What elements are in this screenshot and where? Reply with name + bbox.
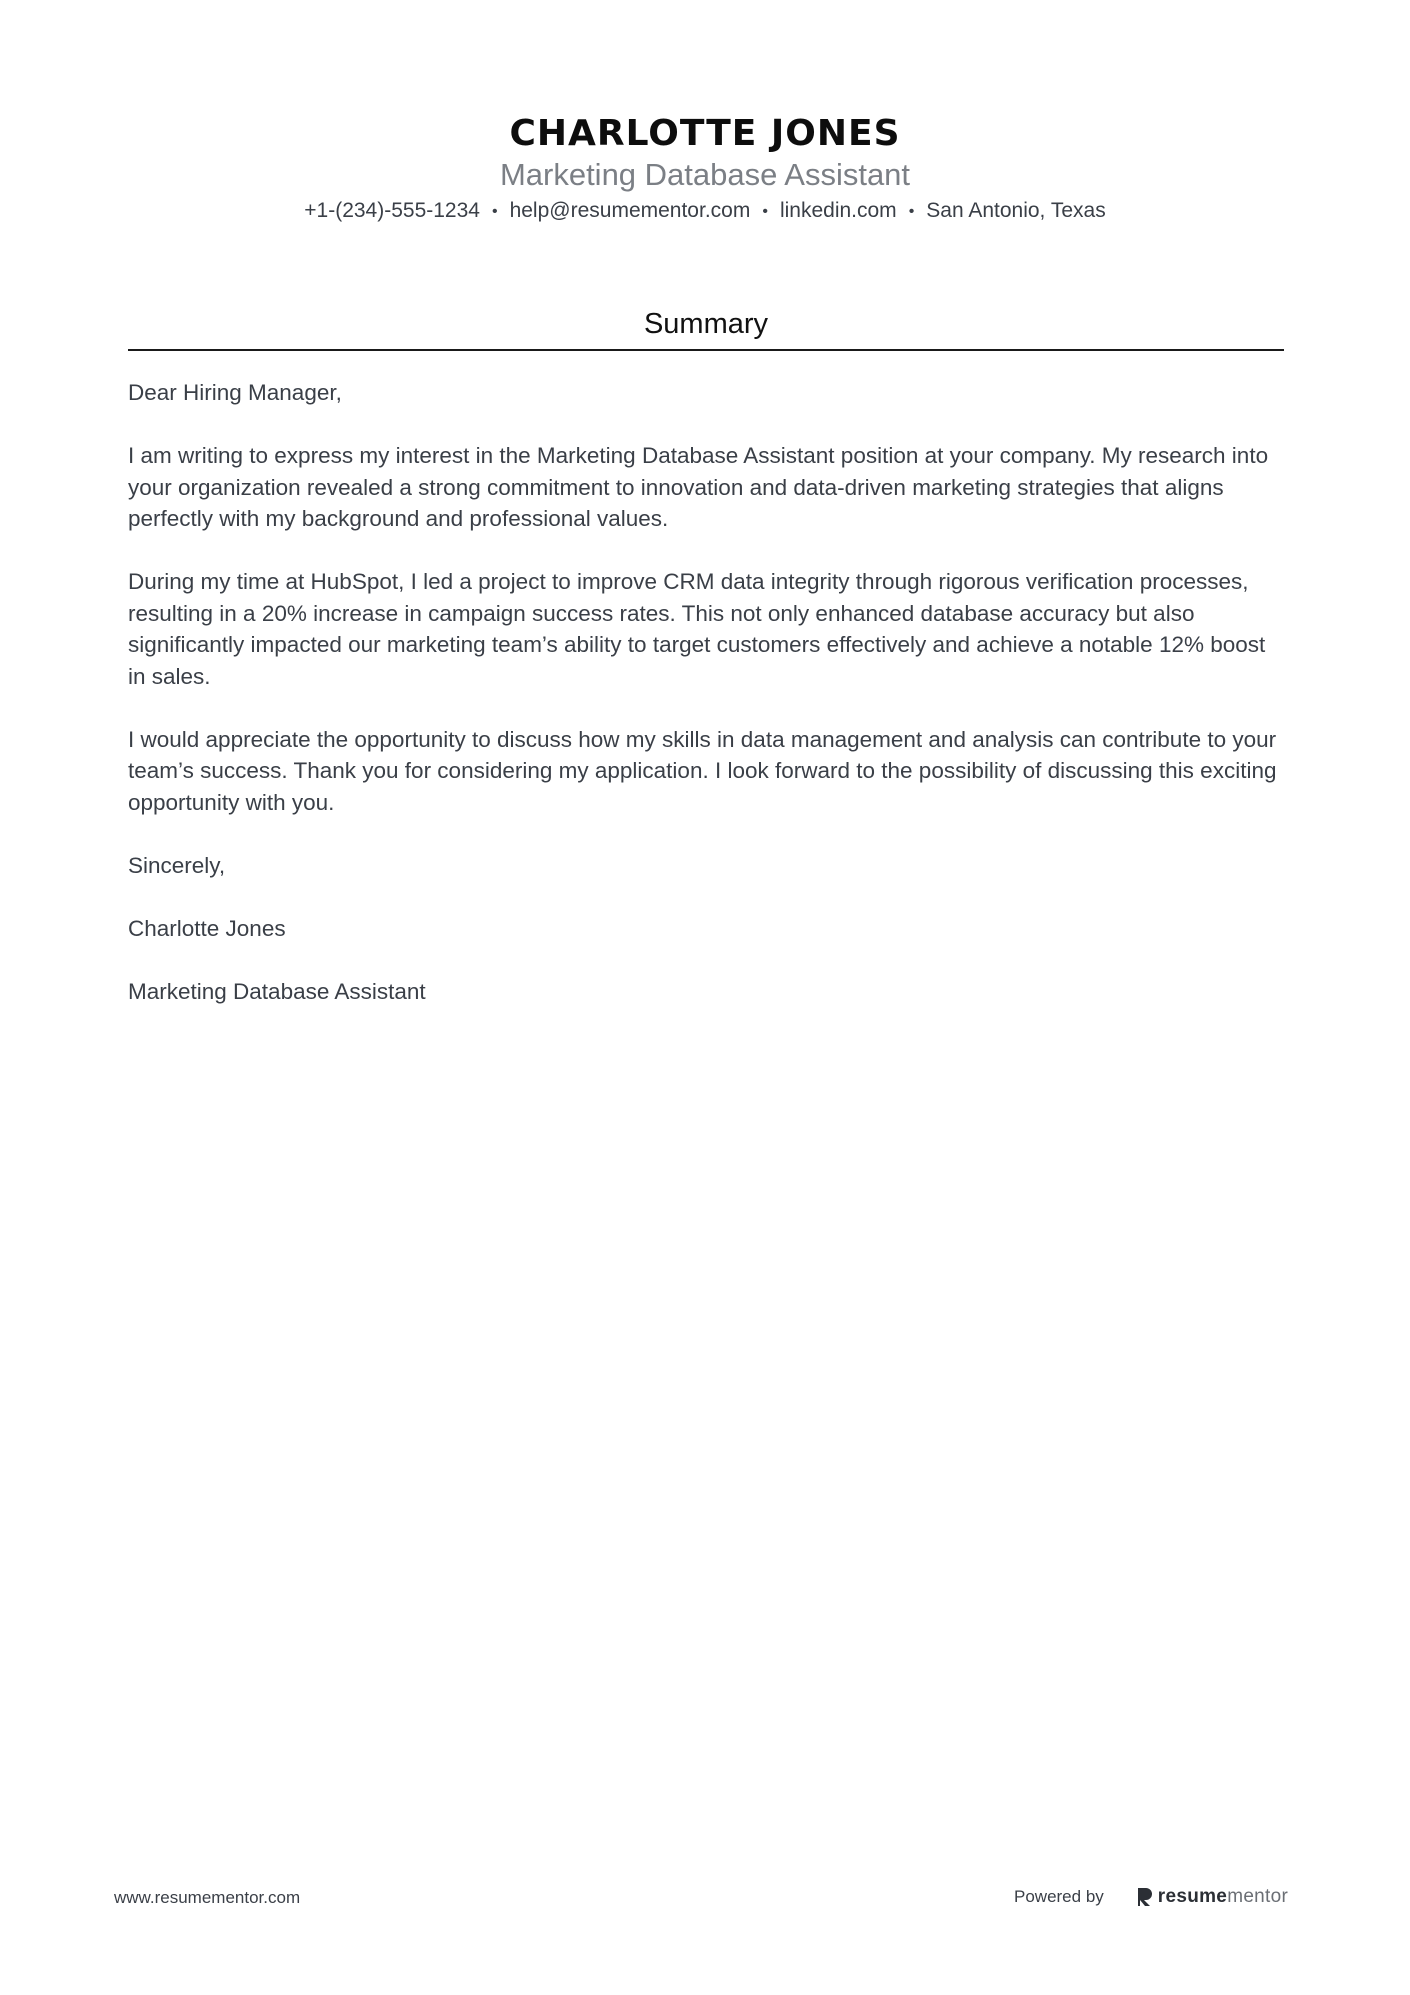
letter-body bbox=[128, 377, 1288, 1039]
logo-text-light: mentor bbox=[1227, 1886, 1289, 1907]
footer-website[interactable]: www.resumementor.com bbox=[114, 1888, 301, 1907]
signature-name: Charlotte Jones bbox=[128, 915, 286, 941]
footer-branding bbox=[1014, 1884, 1288, 1910]
contact-location: San Antonio, Texas bbox=[926, 199, 1106, 222]
letter-greeting: Dear Hiring Manager, bbox=[128, 380, 342, 405]
letter-paragraph-1: I am writing to express my interest in the Marketing Database Assistant position at your company. My research into your organization revealed a strong commitment to innovation and data-driven marketing strategies that aligns perfectly with my background and professional values. bbox=[128, 443, 1269, 531]
resumementor-logo[interactable] bbox=[1136, 1886, 1288, 1908]
candidate-role: Marketing Database Assistant bbox=[499, 157, 911, 192]
header bbox=[0, 112, 1410, 227]
logo-text-bold: resume bbox=[1157, 1886, 1228, 1907]
contact-line bbox=[0, 196, 1410, 227]
contact-email[interactable]: help@resumementor.com bbox=[509, 199, 751, 222]
powered-by-label: Powered by bbox=[1014, 1887, 1104, 1906]
letter-paragraph-2: During my time at HubSpot, I led a project to improve CRM data integrity through rigorous verification processes, resulting in a 20% increase in campaign success rates. This not only enhanced database accuracy but also significantly impacted our marketing team’s ability to target customers effectively and achieve a notable 12% boost in sales. bbox=[128, 569, 1266, 689]
contact-separator: • bbox=[908, 203, 915, 220]
resumementor-logo-icon bbox=[1136, 1886, 1154, 1908]
contact-linkedin[interactable]: linkedin.com bbox=[779, 199, 897, 222]
signature-title: Marketing Database Assistant bbox=[128, 978, 426, 1004]
contact-separator: • bbox=[491, 203, 498, 220]
contact-phone: +1-(234)-555-1234 bbox=[304, 199, 480, 222]
candidate-name: CHARLOTTE JONES bbox=[509, 113, 901, 154]
contact-separator: • bbox=[762, 203, 768, 220]
letter-paragraph-3: I would appreciate the opportunity to discuss how my skills in data management and analysis can contribute to your team’s success. Thank you for considering my application. I look forward to the possibility of discussing this exciting opportunity with you. bbox=[128, 726, 1277, 815]
section-title: Summary bbox=[643, 308, 769, 340]
section-divider bbox=[128, 349, 1284, 351]
letter-closing: Sincerely, bbox=[128, 852, 226, 878]
